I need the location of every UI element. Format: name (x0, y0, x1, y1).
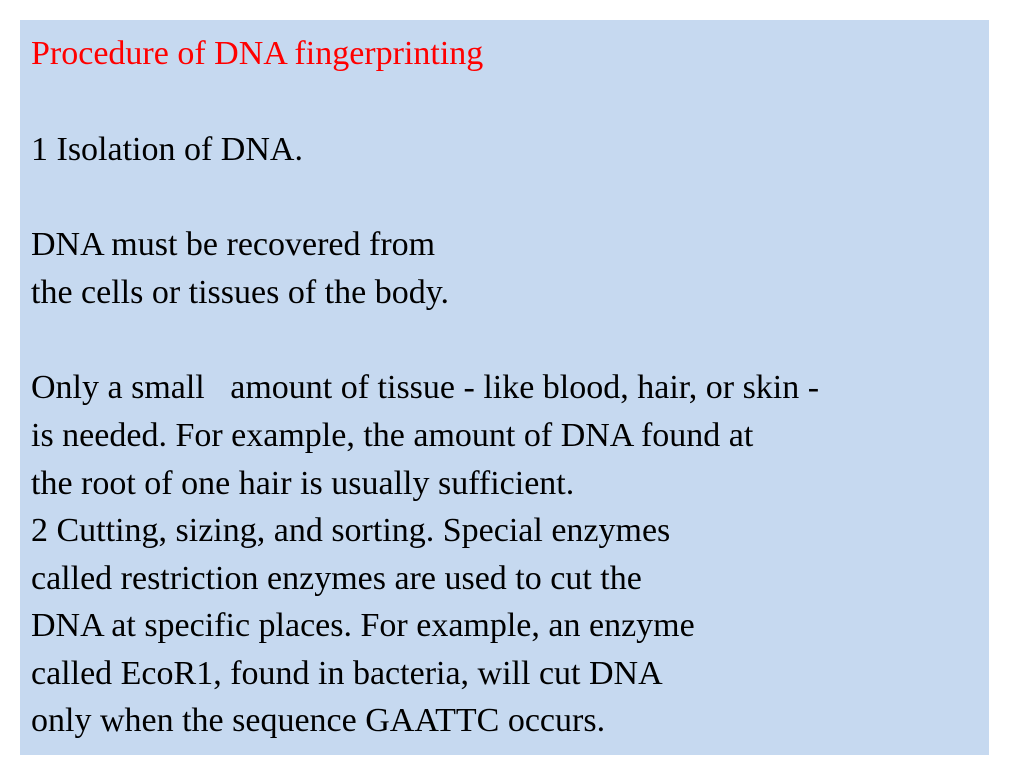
text-line-6: the root of one hair is usually sufficient. (31, 465, 575, 502)
text-line-11: only when the sequence GAATTC occurs. (31, 702, 606, 739)
slide-title: Procedure of DNA fingerprinting (31, 35, 484, 72)
text-line-7: 2 Cutting, sizing, and sorting. Special enzymes (31, 512, 671, 549)
text-line-3: the cells or tissues of the body. (31, 274, 449, 311)
text-line-2: DNA must be recovered from (31, 226, 436, 263)
text-line-9: DNA at specific places. For example, an enzyme (31, 607, 695, 644)
text-line-1: 1 Isolation of DNA. (31, 131, 303, 168)
text-line-10: called EcoR1, found in bacteria, will cut DNA (31, 655, 663, 692)
text-line-8: called restriction enzymes are used to cut the (31, 560, 642, 597)
text-line-4: Only a small amount of tissue - like blood, hair, or skin - (31, 369, 820, 406)
text-line-5: is needed. For example, the amount of DNA found at (31, 417, 754, 454)
